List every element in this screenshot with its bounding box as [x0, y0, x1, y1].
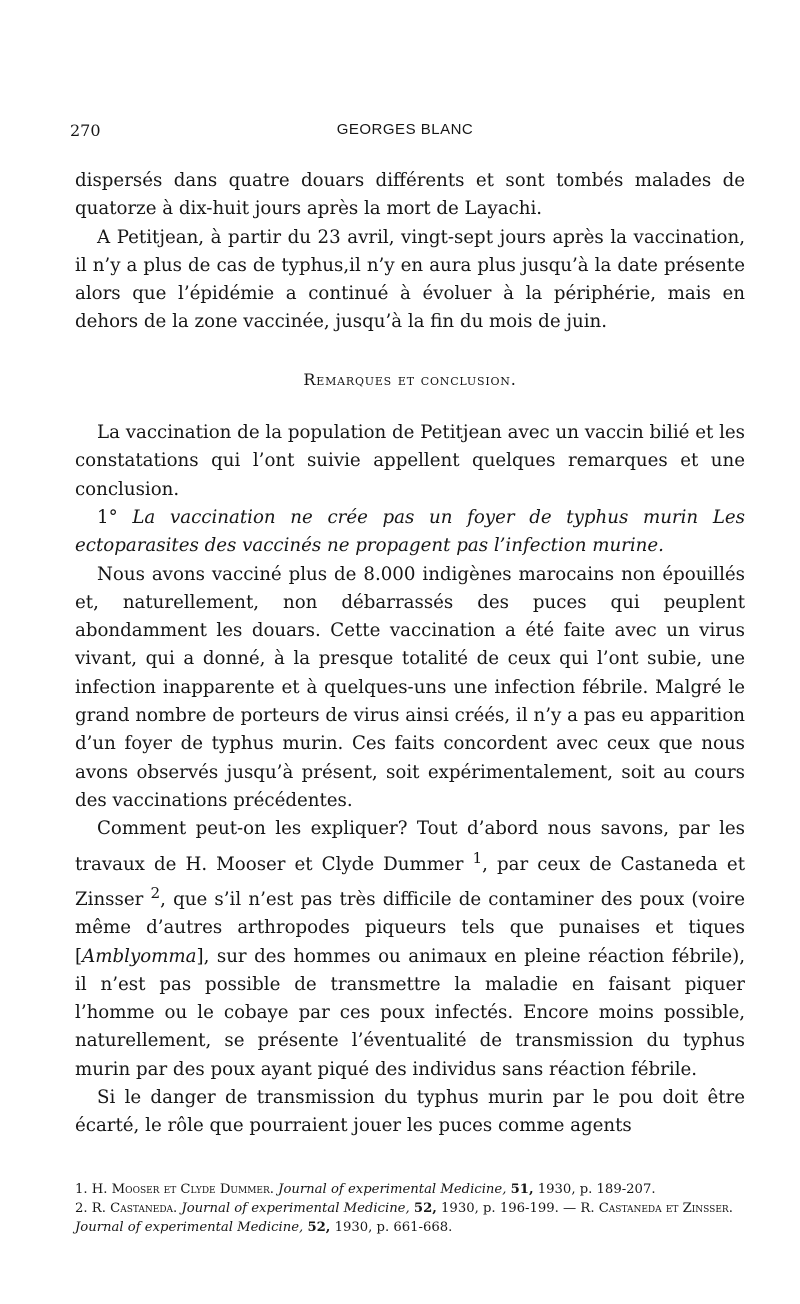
- footnote-ref-2[interactable]: 2: [150, 883, 161, 902]
- point-1-number: 1°: [97, 506, 118, 528]
- footnote-1-authors: H. Mooser et Clyde Dummer.: [91, 1182, 274, 1197]
- paragraph-5-part-d: ], sur des hommes ou animaux en pleine réaction fébrile), il n’est pas possible de transmettre la maladie en faisant piquer l’homme ou le cobaye par ces poux infectés. Encore moins possible, naturellement, se présente l’éventualité de transmission du typhus murin par des poux ayant piqué des individus sans réaction fébrile.: [75, 945, 745, 1080]
- footnotes: [75, 1180, 745, 1237]
- footnote-2-pages-a: 1930, p. 196-199. —: [441, 1201, 577, 1216]
- footnote-2-journal-a: Journal of experimental Medicine,: [181, 1201, 410, 1216]
- running-title: GEORGES BLANC: [336, 121, 474, 138]
- footnote-2-pages-b: 1930, p. 661-668.: [334, 1220, 453, 1235]
- paragraph-3: La vaccination de la population de Petitjean avec un vaccin bilié et les constatations qui l’ont suivie appellent quelques remarques et une conclusion.: [75, 422, 745, 500]
- paragraph-5-part-c: , que s’il n’est pas très difficile de contaminer des poux (voire même d’autres arthropodes piqueurs tels que punaises et tiques [: [75, 888, 745, 967]
- footnote-2-volume-a: 52,: [413, 1201, 437, 1216]
- paragraph-5: [75, 815, 745, 1084]
- paragraph-2: A Petitjean, à partir du 23 avril, vingt-sept jours après la vaccination, il n’y a plus de cas de typhus,il n’y en aura plus jusqu’à la date présente alors que l’épidémie a continué à évoluer à la périphérie, mais en dehors de la zone vaccinée, jusqu’à la fin du mois de juin.: [75, 226, 745, 333]
- footnote-1-pages: 1930, p. 189-207.: [537, 1182, 656, 1197]
- footnote-2-authors-b: R. Castaneda et Zinsser.: [580, 1201, 733, 1216]
- paragraph-5-part-a: Comment peut-on les expliquer? Tout d’abord nous savons, par les travaux de H. Mooser et Clyde Dummer: [75, 818, 745, 875]
- paragraph-4: Nous avons vacciné plus de 8.000 indigènes marocains non épouillés et, naturellement, non débarrassés des puces qui peuplent abondamment les douars. Cette vaccination a été faite avec un virus vivant, qui a donné, à la presque totalité de ceux qui l’ont subie, une infection inapparente et à quelques-uns une infection fébrile. Malgré le grand nombre de porteurs de virus ainsi créés, il n’y a pas eu apparition d’un foyer de typhus murin. Ces faits concordent avec ceux que nous avons observés jusqu’à présent, soit expérimentalement, soit au cours des vaccinations précédentes.: [75, 563, 745, 811]
- footnote-ref-1[interactable]: 1: [472, 848, 483, 867]
- footnote-2: [75, 1199, 745, 1237]
- footnote-2-volume-b: 52,: [307, 1220, 331, 1235]
- footnote-2-journal-b: Journal of experimental Medicine,: [75, 1220, 304, 1235]
- body-text: [75, 167, 745, 1141]
- point-1-text: La vaccination ne crée pas un foyer de typhus murin Les ectoparasites des vaccinés ne propagent pas l’infection murine.: [75, 506, 745, 557]
- page-number: 270: [70, 121, 101, 140]
- footnote-2-number: 2.: [75, 1201, 88, 1216]
- page-header: [70, 121, 740, 147]
- section-heading: Remarques et conclusion.: [303, 369, 517, 389]
- footnote-1-number: 1.: [75, 1182, 88, 1197]
- footnote-1-journal: Journal of experimental Medicine,: [278, 1182, 507, 1197]
- footnote-2-authors-a: R. Castaneda.: [91, 1201, 178, 1216]
- footnote-1: [75, 1180, 745, 1199]
- paragraph-6: Si le danger de transmission du typhus murin par le pou doit être écarté, le rôle que pourraient jouer les puces comme agents: [75, 1087, 745, 1137]
- paragraph-5-part-b: , par ceux de Castaneda et Zinsser: [75, 853, 745, 910]
- paragraph-5-italic-term: Amblyomma: [82, 945, 197, 967]
- point-1-heading: [75, 504, 745, 561]
- footnote-1-volume: 51,: [510, 1182, 534, 1197]
- paragraph-1: dispersés dans quatre douars différents et sont tombés malades de quatorze à dix-huit jours après la mort de Layachi.: [75, 170, 745, 220]
